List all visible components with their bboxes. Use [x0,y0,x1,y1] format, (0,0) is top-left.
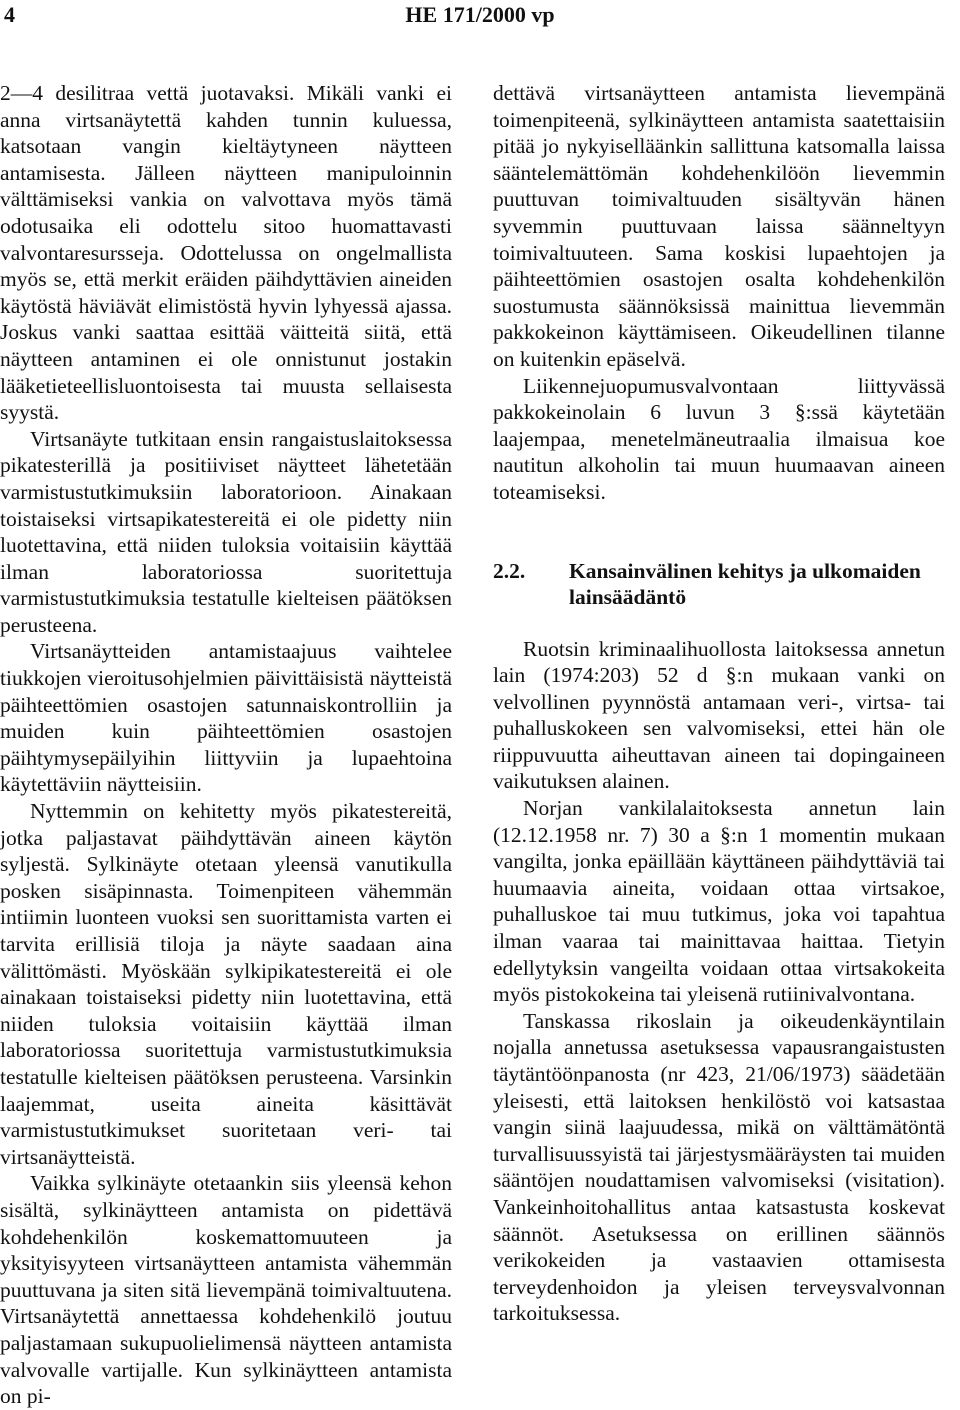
paragraph: Vaikka sylkinäyte otetaankin siis yleensä kehon sisältä, sylkinäytteen antamista on pidettävä kohdehenkilön koskemattomuuteen ja yksityisyyteen virtsanäytteen antamista vähemmän puuttuvana ja siten sitä lievempänä toimivaltuutena. Virtsanäytettä annettaessa kohdehenkilö joutuu paljastamaan sukupuolielimensä näytteen antamista valvovalle vartijalle. Kun sylkinäytteen antamista on pi- [0,1171,452,1409]
document-id: HE 171/2000 vp [405,2,555,27]
paragraph: Tanskassa rikoslain ja oikeudenkäyntilain nojalla annetussa asetuksessa vapausrangaistusten täytäntöönpanosta (nr 423, 21/06/1973) säädetään yleisesti, että laitoksen henkilöstö voi katsastaa vangin siinä laajuudessa, mikä on välttämätöntä turvallisuussyistä tai järjestysmääräysten tai muiden sääntöjen noudattamisen valvomiseksi (visitation). Vankeinhoitohallitus antaa katsastusta koskevat säännöt. Asetuksessa on erillinen säännös verikokeiden ja vastaavien ottamisesta terveydenhoidon ja yleisen terveysvalvonnan tarkoituksessa. [493,1008,945,1326]
section-number: 2.2. [493,558,526,583]
section-heading [493,558,945,610]
paragraph: Virtsanäyte tutkitaan ensin rangaistuslaitoksessa pikatesterillä ja positiiviset näytteet lähetetään varmistustutkimuksiin laboratorioon. Ainakaan toistaiseksi virtsapikatestereitä ei ole pidetty niin luotettavina, että niiden tuloksia voitaisiin käyttää ilman laboratoriossa suoritettuja varmistustutkimuksia testatulle kielteisen päätöksen perusteena. [0,426,452,637]
paragraph: Liikennejuopumusvalvontaan liittyvässä pakkokeinolain 6 luvun 3 §:ssä käytetään laajempaa, menetelmäneutraalia ilmaisua koe nautitun alkoholin tai muun huumaavan aineen toteamiseksi. [493,373,945,504]
section-title: Kansainvälinen kehitys ja ulkomaiden lainsäädäntö [569,558,921,609]
paragraph: Nyttemmin on kehitetty myös pikatestereitä, jotka paljastavat päihdyttävän aineen käytön syljestä. Sylkinäyte otetaan yleensä vanutikulla posken sisäpinnasta. Toimenpiteen vähemmän intiimin luonteen vuoksi sen suorittamista varten ei tarvita erillisiä tiloja ja näyte saadaan aina välittömästi. Myöskään sylkipikatestereitä ei ole ainakaan toistaiseksi pidetty niin luotettavina, että niiden tuloksia voitaisiin käyttää ilman laboratoriossa suoritettuja varmistustutkimuksia testatulle kielteisen päätöksen perusteena. Varsinkin laajemmat, useita aineita käsittävät varmistustutkimukset suoritetaan veri- tai virtsanäytteistä. [0,799,452,1169]
left-column [0,80,452,1410]
paragraph: dettävä virtsanäytteen antamista lievempänä toimenpiteenä, sylkinäytteen antamista saatettaisiin pitää jo nykyiselläänkin sallittuna katsomalla laissa sääntelemättömän kohdehenkilöön lievemmin puuttuvan toimivaltuuden sisältyvän hänen syvemmin puuttuvaan laissa säänneltyyn toimivaltuuteen. Sama koskisi lupaehtojen ja päihteettömien osastojen osalta kohdehenkilön suostumusta säännöksissä mainittua lievemmän pakkokeinon käyttämiseen. Oikeudellinen tilanne on kuitenkin epäselvä. [493,81,945,371]
page-header [0,0,960,40]
paragraph: Virtsanäytteiden antamistaajuus vaihtelee tiukkojen vieroitusohjelmien päivittäisistä näytteistä päihteettömien osastojen satunnaiskontrolliin ja muiden kuin päihteettömien osastojen päihtymysepäilyihin liittyviin ja lupaehtoina käytettäviin näytteisiin. [0,639,452,797]
paragraph: 2—4 desilitraa vettä juotavaksi. Mikäli vanki ei anna virtsanäytettä kahden tunnin kuluessa, katsotaan vangin kieltäytyneen näytteen antamisesta. Jälleen näytteen manipuloinnin välttämiseksi vankia on valvottava myös tämä odotusaika eli odottelu sitoo huomattavasti valvontaresursseja. Odottelussa on ongelmallista myös se, että merkit eräiden päihdyttävien aineiden käytöstä häviävät elimistöstä hyvin lyhyessä ajassa. Joskus vanki saattaa esittää väitteitä siitä, että näytteen antaminen ei ole onnistunut jostakin lääketieteellisluontoisesta tai muusta sellaisesta syystä. [0,81,452,425]
right-column [493,80,945,1327]
paragraph: Norjan vankilalaitoksesta annetun lain (12.12.1958 nr. 7) 30 a §:n 1 momentin mukaan vangilta, jonka epäillään käyttäneen päihdyttäviä tai huumaavia aineita, voidaan ottaa virtsakoe, puhalluskoe tai muu tutkimus, joka voi tapahtua ilman vaaraa tai mainittavaa haittaa. Tietyin edellytyksin vangeilta voidaan ottaa virtsakokeita myös pistokokeina tai yleisenä rutiinivalvontana. [493,796,945,1007]
page-number: 4 [4,2,15,27]
paragraph: Ruotsin kriminaalihuollosta laitoksessa annetun lain (1974:203) 52 d §:n mukaan vanki on velvollinen pyynnöstä antamaan veri-, virtsa- tai puhalluskokeen sen valvomiseksi, ettei hän ole riippuvuutta aiheuttavan aineen tai dopingaineen vaikutuksen alainen. [493,636,945,794]
